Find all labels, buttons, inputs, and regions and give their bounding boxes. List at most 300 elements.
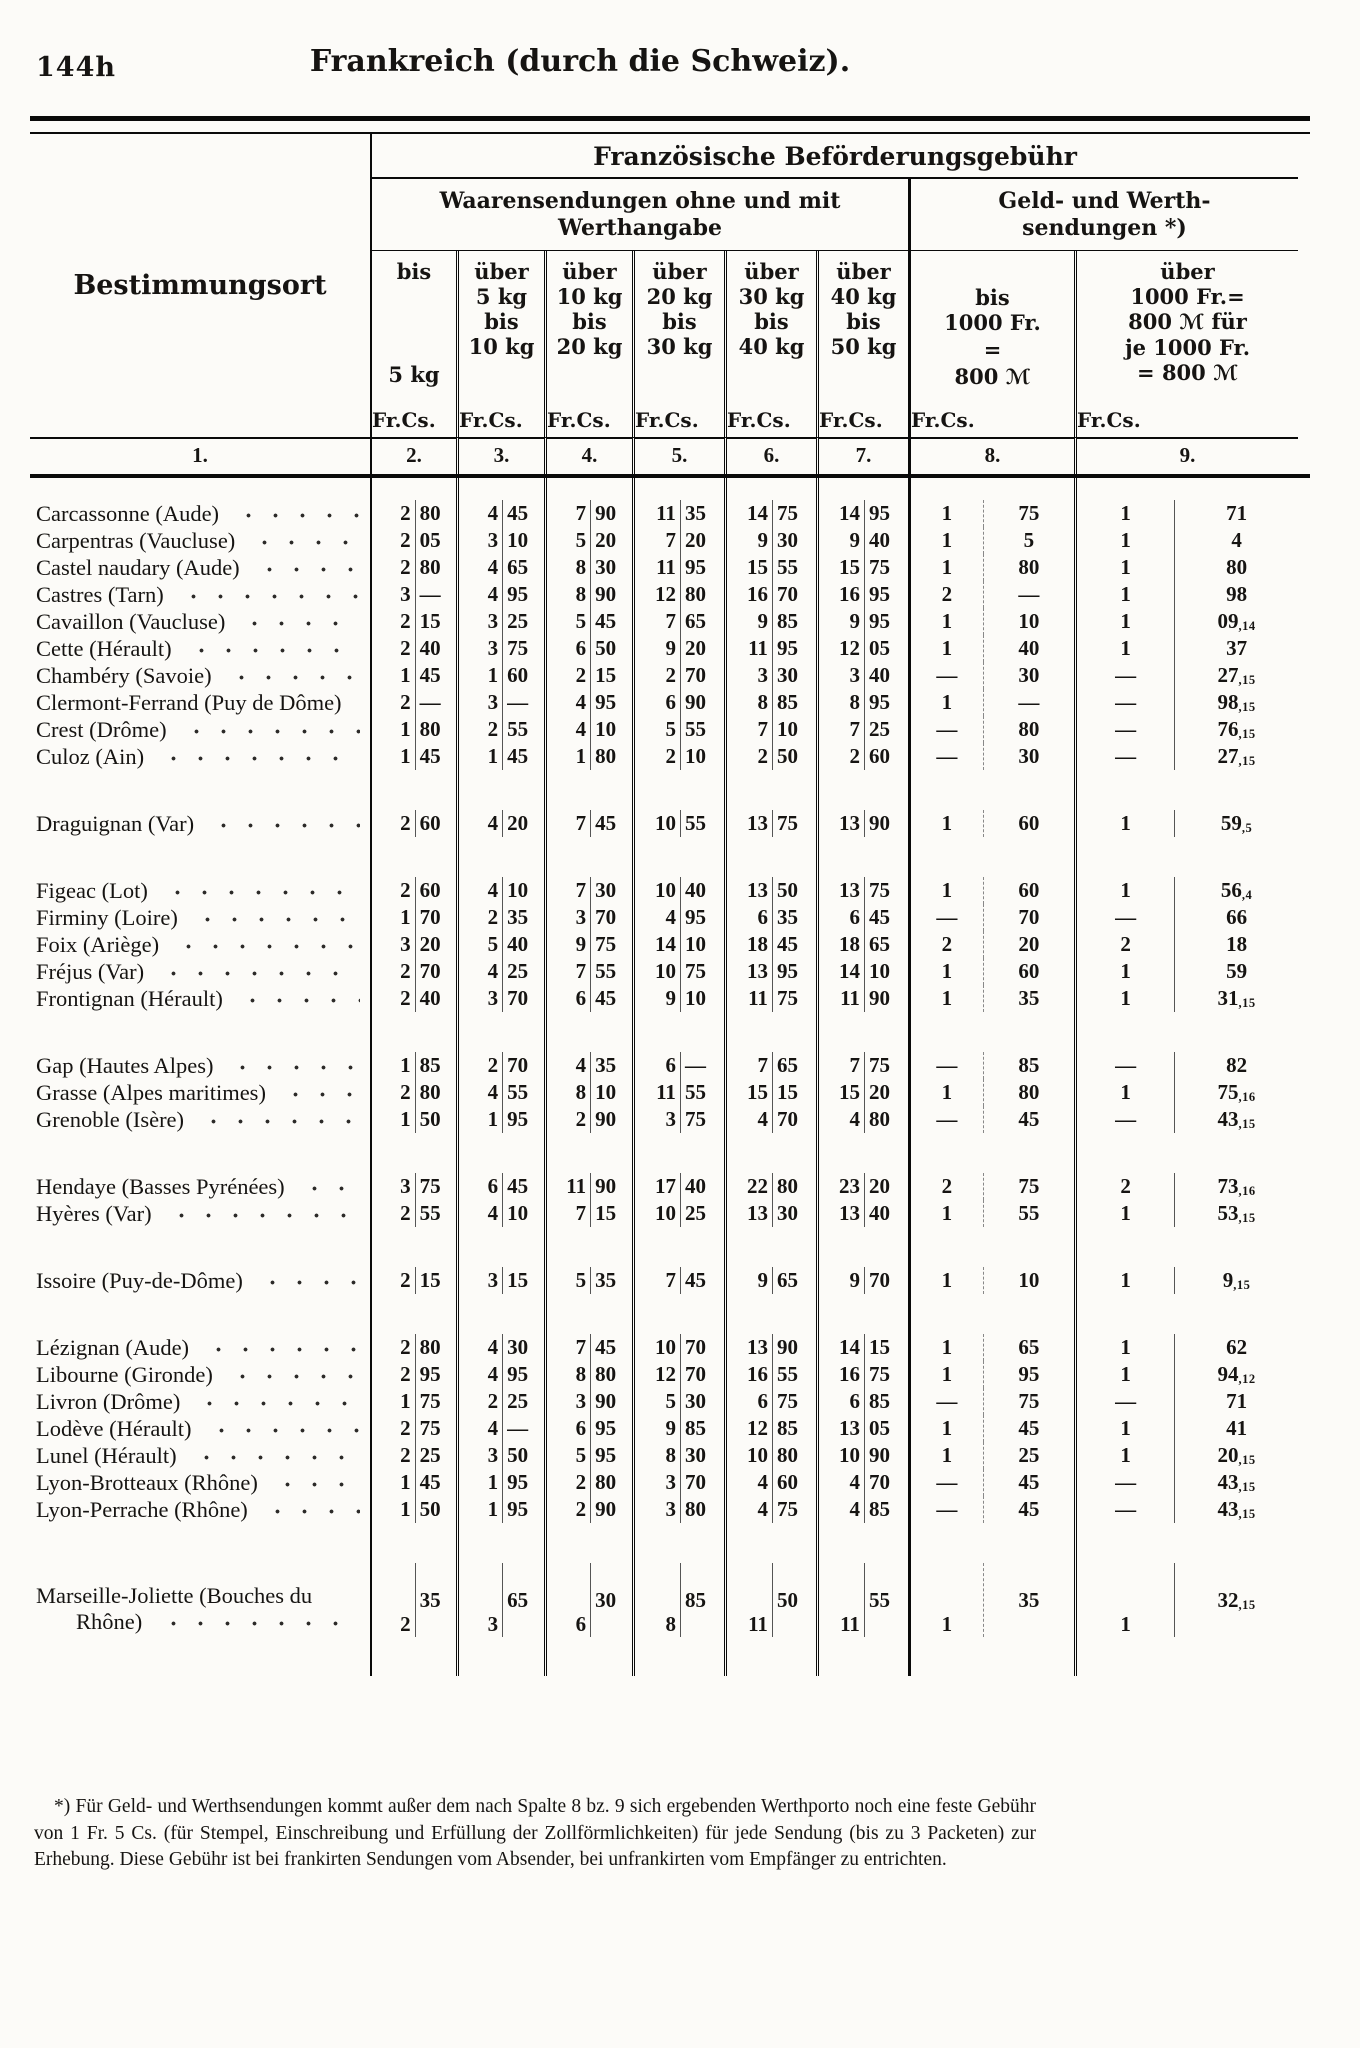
- rate-centimes: [864, 1563, 908, 1637]
- rate-francs: 1: [400, 744, 411, 768]
- rate-cell: [816, 716, 908, 743]
- destination-name: Gap (Hautes Alpes): [36, 1052, 214, 1078]
- column-header-line: bis: [484, 309, 519, 334]
- rate-centimes: [864, 985, 908, 1012]
- rate-francs: 5: [665, 1389, 676, 1413]
- rate-centimes-value: 27: [1217, 663, 1239, 687]
- rate-centimes-value: 50: [776, 1587, 798, 1612]
- rate-centimes-value: 85: [684, 1416, 706, 1440]
- rate-francs: 4: [487, 878, 499, 902]
- rate-cell: [1074, 1361, 1298, 1388]
- rate-centimes: [1174, 1361, 1298, 1388]
- spacer-cell: [1074, 837, 1298, 877]
- rate-cell: [456, 985, 544, 1012]
- rate-centimes-value: 40: [684, 878, 706, 902]
- rate-centimes: [415, 554, 456, 581]
- table-header: [30, 134, 1310, 474]
- rate-centimes: [415, 1361, 456, 1388]
- rate-francs: 1: [575, 744, 587, 768]
- rate-cell: [1074, 958, 1298, 985]
- rate-centimes-value: 45: [419, 663, 441, 687]
- column-header-line: bis: [846, 309, 881, 334]
- rate-cell: [908, 1079, 1074, 1106]
- rate-francs: 1: [1120, 1335, 1131, 1359]
- destination-cell: [30, 1361, 370, 1388]
- rate-centimes: [415, 608, 456, 635]
- goods-group-line1: Waarensendungen ohne und mit: [439, 188, 841, 214]
- column-header-line: 40 kg: [830, 284, 897, 309]
- spacer-cell: [632, 478, 724, 500]
- unit-fr: Fr.: [1077, 408, 1107, 432]
- rate-centimes: [1174, 1442, 1298, 1469]
- rate-francs: 11: [566, 1174, 587, 1198]
- rate-centimes: [680, 554, 724, 581]
- rate-centimes-value: 32: [1217, 1587, 1239, 1612]
- rate-cell: [632, 1469, 724, 1496]
- rate-centimes-value: 55: [507, 717, 529, 741]
- rate-centimes: [680, 1267, 724, 1294]
- rate-centimes-value: 35: [507, 905, 529, 929]
- rate-centimes: [1174, 877, 1298, 904]
- rate-centimes-value: 35: [684, 501, 706, 525]
- rate-centimes-fraction: ,16: [1238, 1184, 1256, 1198]
- rate-francs: 1: [941, 959, 953, 983]
- rate-centimes-value: 95: [419, 1362, 441, 1386]
- rate-centimes: [1174, 1200, 1298, 1227]
- rate-francs: 1: [1120, 1362, 1131, 1386]
- rate-francs: —: [1115, 663, 1137, 687]
- rate-francs: 1: [400, 1053, 411, 1077]
- rate-francs: 3: [575, 1389, 587, 1413]
- rate-francs: 13: [838, 1201, 860, 1225]
- rate-centimes: [590, 581, 632, 608]
- rate-francs: 11: [748, 636, 768, 660]
- rate-centimes-value: 65: [868, 932, 890, 956]
- spacer-cell: [1074, 770, 1298, 810]
- rate-centimes-value: 15: [595, 663, 617, 687]
- rate-francs: 2: [575, 1107, 587, 1131]
- rate-cell: [632, 689, 724, 716]
- spacer-cell: [544, 1133, 632, 1173]
- rate-francs: 4: [487, 811, 499, 835]
- rate-francs: 6: [487, 1174, 499, 1198]
- rate-centimes-value: 70: [684, 1362, 706, 1386]
- dot-leader: [184, 635, 360, 662]
- rate-cell: [632, 1563, 724, 1642]
- rate-centimes: [415, 527, 456, 554]
- rate-centimes-value: 43: [1217, 1470, 1239, 1494]
- rate-centimes: [864, 554, 908, 581]
- rate-centimes: [415, 958, 456, 985]
- rate-centimes-fraction: ,15: [1238, 1480, 1256, 1494]
- rate-centimes-fraction: ,4: [1241, 888, 1253, 902]
- rate-centimes-value: 80: [684, 1497, 706, 1521]
- rate-centimes-value: 4: [1231, 528, 1242, 552]
- rate-centimes-value: 95: [776, 636, 798, 660]
- rate-centimes: [590, 554, 632, 581]
- rate-centimes-value: 05: [868, 636, 890, 660]
- rate-centimes: [772, 743, 816, 770]
- rate-cell: [370, 635, 456, 662]
- rate-cell: [908, 1173, 1074, 1200]
- spacer-cell: [1074, 1523, 1298, 1563]
- rate-francs: 3: [575, 905, 587, 929]
- rate-centimes-value: 55: [776, 555, 798, 579]
- rate-centimes-value: 65: [776, 1268, 798, 1292]
- destination-cell: [30, 810, 370, 837]
- rate-centimes: [772, 877, 816, 904]
- rate-cell: [544, 958, 632, 985]
- rate-francs: 2: [400, 1080, 411, 1104]
- rate-centimes-value: 95: [684, 555, 706, 579]
- unit-fr: Fr.: [819, 408, 849, 432]
- spacer-cell: [30, 1227, 370, 1267]
- destination-cell: [30, 689, 370, 716]
- rate-centimes-value: 80: [419, 1335, 441, 1359]
- rate-centimes-fraction: ,15: [1238, 1117, 1256, 1131]
- rate-centimes-value: 45: [507, 744, 529, 768]
- rate-centimes: [1174, 1415, 1298, 1442]
- rate-cell: [816, 1496, 908, 1523]
- unit-cs: Cs.: [940, 408, 975, 432]
- rate-francs: 7: [575, 811, 587, 835]
- rate-centimes: [590, 1267, 632, 1294]
- rate-centimes: [772, 1415, 816, 1442]
- dot-leader: [190, 904, 360, 931]
- unit-cs: Cs.: [756, 408, 791, 432]
- rate-centimes-value: 65: [507, 555, 529, 579]
- rate-cell: [724, 1442, 816, 1469]
- rate-centimes: [983, 662, 1074, 689]
- rate-cell: [908, 877, 1074, 904]
- rate-centimes: [772, 581, 816, 608]
- rate-cell: [544, 1563, 632, 1642]
- rate-centimes: [590, 1334, 632, 1361]
- rate-francs: 7: [575, 1201, 587, 1225]
- unit-fr: Fr.: [727, 408, 757, 432]
- rate-centimes: [983, 904, 1074, 931]
- rate-cell: [544, 1442, 632, 1469]
- dot-leader: [176, 581, 360, 608]
- rate-francs: —: [936, 717, 958, 741]
- spacer-cell: [724, 837, 816, 877]
- dot-leader: [225, 1052, 360, 1079]
- rate-cell: [456, 1496, 544, 1523]
- rate-centimes: [864, 904, 908, 931]
- rate-francs: 3: [487, 1443, 499, 1467]
- rate-cell: [724, 1106, 816, 1133]
- rate-francs: —: [1115, 905, 1137, 929]
- rate-francs: 1: [1120, 528, 1131, 552]
- rate-centimes-value: 80: [868, 1107, 890, 1131]
- rate-centimes-value: 82: [1226, 1053, 1248, 1077]
- rate-centimes-value: 85: [776, 690, 798, 714]
- column-header-line: 1000 Fr.: [944, 310, 1041, 335]
- spacer-cell: [908, 1227, 1074, 1267]
- rate-centimes-value: 66: [1226, 905, 1248, 929]
- rate-cell: [544, 1415, 632, 1442]
- rate-centimes: [502, 1173, 544, 1200]
- rate-centimes: [502, 635, 544, 662]
- rate-centimes-value: 10: [1018, 1268, 1040, 1292]
- rate-centimes: [983, 958, 1074, 985]
- rate-cell: [1074, 527, 1298, 554]
- rate-francs: 2: [400, 1612, 411, 1636]
- rate-centimes: [590, 1563, 632, 1637]
- rate-centimes-value: 95: [595, 1416, 617, 1440]
- rate-centimes: [864, 1267, 908, 1294]
- rate-francs: 4: [849, 1497, 860, 1521]
- rate-centimes: [983, 1173, 1074, 1200]
- rate-cell: [456, 958, 544, 985]
- spacer-cell: [544, 837, 632, 877]
- rate-cell: [544, 716, 632, 743]
- weight-column-header: [816, 251, 908, 437]
- : [911, 390, 1074, 408]
- dot-leader: [204, 1415, 360, 1442]
- rate-centimes-value: 10: [595, 717, 617, 741]
- rate-cell: [370, 1415, 456, 1442]
- rate-francs: 2: [487, 905, 499, 929]
- rate-centimes-value: 25: [507, 609, 529, 633]
- rate-cell: [544, 1469, 632, 1496]
- rate-francs: 9: [665, 986, 676, 1010]
- dot-leader: [225, 1361, 360, 1388]
- rate-centimes: [983, 581, 1074, 608]
- rate-francs: 1: [1120, 609, 1131, 633]
- rate-francs: 14: [838, 501, 860, 525]
- rate-centimes-fraction: ,15: [1238, 1597, 1256, 1612]
- rate-francs: 3: [487, 986, 499, 1010]
- spacer-cell: [370, 837, 456, 877]
- rate-cell: [632, 716, 724, 743]
- rate-francs: 2: [400, 878, 411, 902]
- rate-francs: 6: [575, 636, 587, 660]
- rate-centimes: [590, 500, 632, 527]
- dot-leader: [297, 1173, 360, 1200]
- rate-cell: [908, 1052, 1074, 1079]
- rate-cell: [632, 958, 724, 985]
- rate-cell: [816, 958, 908, 985]
- rate-cell: [724, 608, 816, 635]
- column-header-line: 30 kg: [738, 284, 805, 309]
- rate-francs: —: [936, 744, 958, 768]
- rate-francs: 1: [400, 1107, 411, 1131]
- rate-francs: 9: [849, 1268, 860, 1292]
- spacer-cell: [632, 770, 724, 810]
- rate-centimes-value: 30: [684, 1443, 706, 1467]
- rate-francs: 1: [487, 1107, 499, 1131]
- rate-francs: 11: [748, 986, 768, 1010]
- rate-centimes: [1174, 1267, 1298, 1294]
- rate-centimes: [1174, 1173, 1298, 1200]
- rate-francs: —: [936, 1107, 958, 1131]
- rate-cell: [370, 527, 456, 554]
- rate-francs: 3: [665, 1470, 676, 1494]
- rate-cell: [908, 1415, 1074, 1442]
- rate-centimes-value: 59: [1226, 959, 1248, 983]
- rate-francs: 16: [746, 1362, 768, 1386]
- rate-francs: 5: [665, 717, 676, 741]
- spacer-cell: [1074, 478, 1298, 500]
- rate-centimes-value: 95: [684, 905, 706, 929]
- spacer-cell: [456, 1012, 544, 1052]
- rate-centimes-value: 60: [419, 878, 441, 902]
- column-header-line: 5 kg: [475, 284, 528, 309]
- rate-cell: [1074, 877, 1298, 904]
- rate-centimes: [680, 904, 724, 931]
- spacer-cell: [544, 1294, 632, 1334]
- rate-centimes: [415, 1563, 456, 1637]
- spacer-cell: [724, 1012, 816, 1052]
- rate-francs: 9: [757, 1268, 768, 1292]
- rate-centimes: [680, 1563, 724, 1637]
- rate-centimes: [983, 877, 1074, 904]
- destination-name: Figeac (Lot): [36, 877, 148, 903]
- rate-centimes-value: 18: [1226, 932, 1248, 956]
- rate-cell: [632, 500, 724, 527]
- rate-centimes: [415, 1106, 456, 1133]
- rate-centimes-value: 10: [1018, 609, 1040, 633]
- destination-name: Livron (Drôme): [36, 1388, 181, 1414]
- mark-symbol: ℳ: [1179, 310, 1205, 334]
- rate-cell: [1074, 1388, 1298, 1415]
- rate-cell: [370, 1334, 456, 1361]
- rate-cell: [816, 1079, 908, 1106]
- rate-cell: [544, 527, 632, 554]
- rate-cell: [544, 689, 632, 716]
- rate-centimes: [415, 662, 456, 689]
- rate-centimes-value: 70: [419, 959, 441, 983]
- rate-francs: 10: [838, 1443, 860, 1467]
- rate-francs: 8: [575, 582, 587, 606]
- rate-francs: 2: [941, 932, 953, 956]
- rate-cell: [456, 608, 544, 635]
- rate-centimes: [983, 716, 1074, 743]
- dot-leader: [260, 1496, 360, 1523]
- dot-leader: [278, 1079, 360, 1106]
- rate-cell: [632, 985, 724, 1012]
- rate-francs: 6: [849, 1389, 860, 1413]
- rate-centimes-value: 45: [595, 609, 617, 633]
- rate-centimes: [983, 1079, 1074, 1106]
- rate-francs: 2: [1120, 932, 1131, 956]
- rate-centimes-value: 60: [776, 1470, 798, 1494]
- unit-fr: Fr.: [547, 408, 577, 432]
- rate-cell: [370, 1361, 456, 1388]
- destination-name: Grenoble (Isère): [36, 1106, 185, 1132]
- rate-francs: 15: [746, 1080, 768, 1104]
- rate-centimes: [1174, 527, 1298, 554]
- destination-cell: [30, 662, 370, 689]
- column-header-lines: [1077, 259, 1298, 386]
- rate-centimes: [772, 1267, 816, 1294]
- rate-centimes-value: 80: [595, 1362, 617, 1386]
- rate-cell: [816, 1442, 908, 1469]
- rate-centimes: [983, 608, 1074, 635]
- rate-centimes: [680, 931, 724, 958]
- rate-francs: 4: [487, 582, 499, 606]
- column-header-line: bis: [572, 309, 607, 334]
- spacer-cell: [370, 1523, 456, 1563]
- weight-column-header: [370, 251, 456, 437]
- rate-centimes: [590, 1388, 632, 1415]
- rate-francs: 1: [941, 1443, 953, 1467]
- rate-centimes-value: 75: [1018, 1174, 1040, 1198]
- rate-cell: [632, 1106, 724, 1133]
- rate-centimes-fraction: ,15: [1238, 754, 1256, 768]
- column-header-line: über: [744, 259, 799, 284]
- rate-centimes-value: 25: [684, 1201, 706, 1225]
- rate-cell: [370, 1469, 456, 1496]
- rate-francs: 1: [400, 717, 411, 741]
- rate-centimes-value: 53: [1217, 1201, 1239, 1225]
- rate-francs: 4: [849, 1107, 860, 1131]
- spacer-cell: [544, 1523, 632, 1563]
- rate-centimes-value: 45: [1018, 1470, 1040, 1494]
- rate-centimes-value: 75: [868, 1053, 890, 1077]
- : [459, 359, 544, 408]
- destination-name: Lunel (Hérault): [36, 1442, 177, 1468]
- spacer-cell: [456, 837, 544, 877]
- rate-francs: 4: [757, 1107, 768, 1131]
- spacer-cell: [456, 1642, 544, 1676]
- rate-francs: 7: [757, 717, 768, 741]
- rate-francs: 2: [575, 1497, 587, 1521]
- rate-centimes-value: 40: [419, 636, 441, 660]
- rate-centimes-value: 20: [507, 811, 529, 835]
- rate-centimes: [415, 635, 456, 662]
- spacer-cell: [816, 1227, 908, 1267]
- destination-name: Issoire (Puy-de-Dôme): [36, 1267, 243, 1293]
- rate-cell: [816, 1563, 908, 1642]
- spacer-cell: [816, 770, 908, 810]
- rate-centimes: [864, 662, 908, 689]
- rate-cell: [1074, 1052, 1298, 1079]
- rate-francs: 1: [1120, 1201, 1131, 1225]
- rate-centimes: [590, 1079, 632, 1106]
- column-header-line: 800 ℳ: [954, 364, 1031, 389]
- rate-francs: 13: [746, 811, 768, 835]
- rate-centimes-value: 50: [419, 1107, 441, 1131]
- rate-centimes: [590, 1496, 632, 1523]
- rate-centimes: [502, 608, 544, 635]
- column-header-lines: [819, 259, 908, 359]
- rate-francs: —: [936, 1497, 958, 1521]
- rate-centimes-value: 60: [1018, 811, 1040, 835]
- rate-centimes-value: 15: [776, 1080, 798, 1104]
- rate-centimes: [502, 1388, 544, 1415]
- column-header-lines: [727, 259, 816, 359]
- column-header-line: =: [983, 337, 1002, 362]
- column-header-line: über: [562, 259, 617, 284]
- spacer-cell: [30, 1012, 370, 1052]
- dot-leader: [206, 810, 360, 837]
- unit-fr: Fr.: [372, 408, 402, 432]
- column-header-line: 5 kg: [388, 362, 440, 387]
- rate-centimes: [772, 1334, 816, 1361]
- rate-centimes: [864, 1442, 908, 1469]
- rate-francs: 11: [656, 501, 676, 525]
- rate-cell: [1074, 1469, 1298, 1496]
- rate-centimes-value: 25: [507, 1389, 529, 1413]
- rate-centimes: [415, 1388, 456, 1415]
- rate-francs: 11: [656, 555, 676, 579]
- rate-francs: 13: [838, 878, 860, 902]
- rate-cell: [1074, 608, 1298, 635]
- rate-centimes-value: —: [419, 582, 441, 606]
- rate-centimes: [502, 662, 544, 689]
